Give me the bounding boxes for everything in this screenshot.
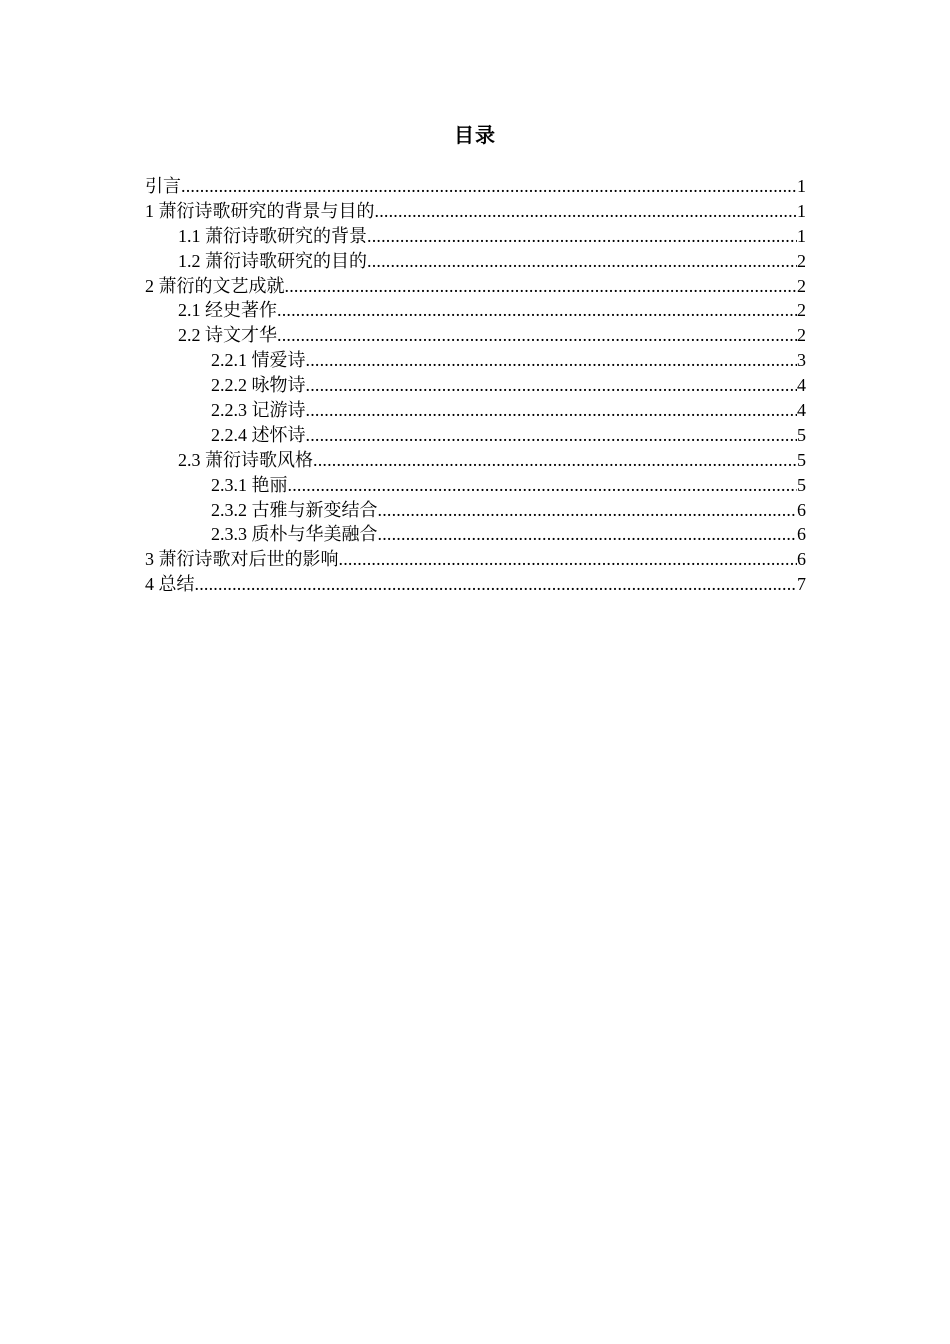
toc-entry[interactable]: [145, 547, 806, 572]
toc-dot-leader: [277, 298, 797, 323]
toc-dot-leader: [306, 373, 798, 398]
toc-dot-leader: [367, 249, 797, 274]
toc-entry[interactable]: [145, 274, 806, 299]
toc-dot-leader: [277, 323, 797, 348]
toc-entry[interactable]: [145, 249, 806, 274]
toc-entry[interactable]: [145, 348, 806, 373]
toc-entry-page-number: 6: [797, 524, 806, 545]
toc-dot-leader: [367, 224, 797, 249]
toc-entry-label: 2.3.2 古雅与新变结合: [211, 499, 378, 520]
toc-entry-page-number: 2: [797, 250, 806, 271]
toc-entry-label: 3 萧衍诗歌对后世的影响: [145, 549, 339, 570]
toc-entry[interactable]: [145, 298, 806, 323]
table-of-contents: [145, 174, 806, 597]
toc-entry[interactable]: [145, 448, 806, 473]
toc-entry-label: 1.2 萧衍诗歌研究的目的: [178, 250, 367, 271]
toc-dot-leader: [306, 348, 798, 373]
toc-entry-page-number: 1: [797, 200, 806, 221]
toc-entry-page-number: 4: [797, 400, 806, 421]
toc-entry[interactable]: [145, 473, 806, 498]
toc-dot-leader: [181, 174, 797, 199]
toc-entry-label: 2.2.4 述怀诗: [211, 424, 306, 445]
toc-entry-label: 引言: [145, 176, 181, 196]
toc-entry[interactable]: [145, 323, 806, 348]
toc-dot-leader: [378, 522, 798, 547]
toc-dot-leader: [306, 398, 798, 423]
toc-entry-page-number: 5: [797, 474, 806, 495]
toc-entry-label: 1 萧衍诗歌研究的背景与目的: [145, 200, 375, 221]
toc-entry-page-number: 3: [797, 350, 806, 371]
toc-entry-label: 2.3 萧衍诗歌风格: [178, 449, 313, 470]
toc-dot-leader: [375, 199, 798, 224]
toc-entry[interactable]: [145, 398, 806, 423]
toc-dot-leader: [378, 498, 798, 523]
toc-dot-leader: [339, 547, 798, 572]
toc-entry[interactable]: [145, 174, 806, 199]
toc-entry[interactable]: [145, 423, 806, 448]
toc-dot-leader: [306, 423, 798, 448]
toc-entry-label: 4 总结: [145, 574, 195, 595]
toc-entry[interactable]: [145, 199, 806, 224]
toc-entry[interactable]: [145, 498, 806, 523]
toc-entry-page-number: 6: [797, 499, 806, 520]
toc-entry-label: 2.1 经史著作: [178, 300, 277, 321]
toc-entry[interactable]: [145, 224, 806, 249]
toc-entry-label: 2.2 诗文才华: [178, 325, 277, 346]
toc-entry-label: 2.2.1 情爱诗: [211, 350, 306, 371]
toc-entry-page-number: 5: [797, 449, 806, 470]
toc-entry-label: 2.2.3 记游诗: [211, 400, 306, 421]
toc-dot-leader: [288, 473, 798, 498]
toc-entry-page-number: 1: [797, 225, 806, 246]
toc-dot-leader: [285, 274, 798, 299]
toc-title: 目录: [454, 125, 496, 147]
toc-entry-page-number: 7: [797, 574, 806, 595]
toc-entry-page-number: 4: [797, 375, 806, 396]
toc-entry[interactable]: [145, 572, 806, 597]
toc-entry[interactable]: [145, 373, 806, 398]
toc-entry-label: 2 萧衍的文艺成就: [145, 275, 285, 296]
toc-dot-leader: [195, 572, 798, 597]
toc-dot-leader: [313, 448, 797, 473]
toc-entry-label: 1.1 萧衍诗歌研究的背景: [178, 225, 367, 246]
toc-entry-label: 2.3.3 质朴与华美融合: [211, 524, 378, 545]
toc-entry[interactable]: [145, 522, 806, 547]
toc-entry-page-number: 2: [797, 300, 806, 321]
toc-entry-page-number: 6: [797, 549, 806, 570]
toc-entry-page-number: 2: [797, 325, 806, 346]
toc-entry-page-number: 1: [797, 176, 806, 196]
toc-entry-page-number: 2: [797, 275, 806, 296]
toc-entry-page-number: 5: [797, 424, 806, 445]
toc-entry-label: 2.2.2 咏物诗: [211, 375, 306, 396]
toc-entry-label: 2.3.1 艳丽: [211, 474, 288, 495]
